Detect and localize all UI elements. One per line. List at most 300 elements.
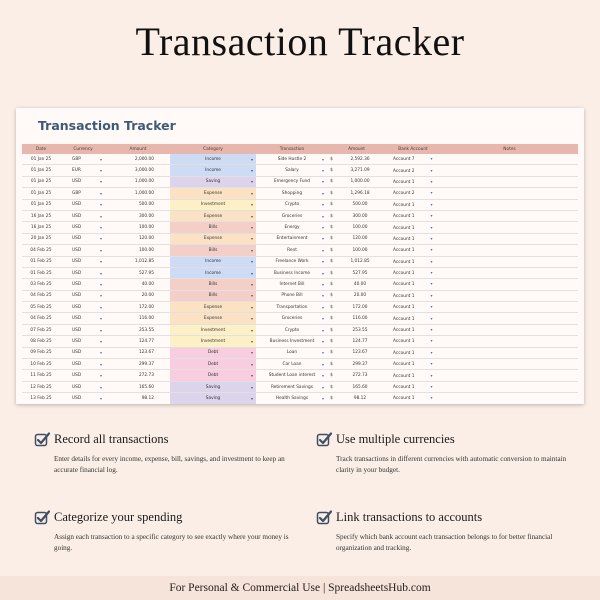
dropdown-arrow-icon[interactable]: ▾ [250, 384, 253, 390]
dropdown-arrow-icon[interactable]: ▾ [99, 247, 102, 253]
currency-select[interactable] [60, 324, 106, 335]
currency-select[interactable] [60, 199, 106, 210]
notes-cell[interactable] [441, 381, 578, 392]
currency-select[interactable] [60, 381, 106, 392]
category-select[interactable] [170, 370, 256, 381]
amount-cell-value: 500.00 [138, 202, 154, 208]
category-select[interactable] [170, 245, 256, 256]
transaction-select[interactable] [256, 256, 328, 267]
dropdown-arrow-icon[interactable]: ▾ [250, 247, 253, 253]
notes-cell[interactable] [441, 199, 578, 210]
currency-select[interactable] [60, 336, 106, 347]
dropdown-arrow-icon[interactable]: ▾ [430, 201, 433, 207]
currency-symbol-value: $ [330, 338, 333, 344]
dropdown-arrow-icon[interactable]: ▾ [250, 190, 253, 196]
transaction-select[interactable] [256, 370, 328, 381]
date-cell[interactable] [22, 256, 60, 267]
transaction-select[interactable] [256, 245, 328, 256]
notes-cell[interactable] [441, 347, 578, 358]
amount-cell[interactable] [106, 176, 170, 187]
dropdown-arrow-icon[interactable]: ▾ [321, 247, 324, 253]
date-cell[interactable] [22, 324, 60, 335]
amount-cell[interactable] [106, 165, 170, 176]
dropdown-arrow-icon[interactable]: ▾ [321, 225, 324, 231]
account-select[interactable] [385, 302, 441, 313]
transaction-select-value: Internet Bill [279, 281, 305, 287]
notes-cell[interactable] [441, 302, 578, 313]
dropdown-arrow-icon[interactable]: ▾ [99, 293, 102, 299]
dropdown-arrow-icon[interactable]: ▾ [321, 350, 324, 356]
dropdown-arrow-icon[interactable]: ▾ [321, 213, 324, 219]
currency-select[interactable] [60, 233, 106, 244]
dropdown-arrow-icon[interactable]: ▾ [430, 156, 433, 162]
currency-select[interactable] [60, 176, 106, 187]
dropdown-arrow-icon[interactable]: ▾ [430, 224, 433, 230]
category-select[interactable] [170, 188, 256, 199]
transaction-select[interactable] [256, 176, 328, 187]
dropdown-arrow-icon[interactable]: ▾ [99, 190, 102, 196]
currency-symbol [328, 210, 335, 221]
dropdown-arrow-icon[interactable]: ▾ [250, 361, 253, 367]
account-select[interactable] [385, 165, 441, 176]
transaction-select[interactable] [256, 359, 328, 370]
category-select[interactable] [170, 267, 256, 278]
date-cell[interactable] [22, 188, 60, 199]
dropdown-arrow-icon[interactable]: ▾ [321, 156, 324, 162]
dropdown-arrow-icon[interactable]: ▾ [99, 270, 102, 276]
dropdown-arrow-icon[interactable]: ▾ [321, 270, 324, 276]
amount-cell[interactable] [106, 359, 170, 370]
transaction-select[interactable] [256, 199, 328, 210]
account-select[interactable] [385, 267, 441, 278]
date-cell[interactable] [22, 347, 60, 358]
notes-cell[interactable] [441, 313, 578, 324]
dropdown-arrow-icon[interactable]: ▾ [321, 236, 324, 242]
dropdown-arrow-icon[interactable]: ▾ [430, 361, 433, 367]
dropdown-arrow-icon[interactable]: ▾ [250, 202, 253, 208]
category-select[interactable] [170, 302, 256, 313]
dropdown-arrow-icon[interactable]: ▾ [321, 384, 324, 390]
account-select[interactable] [385, 222, 441, 233]
notes-cell[interactable] [441, 290, 578, 301]
usd-amount-cell-value: 2,592.36 [350, 156, 370, 162]
amount-cell[interactable] [106, 370, 170, 381]
date-cell[interactable] [22, 233, 60, 244]
table-row [22, 176, 578, 187]
currency-select-value: USD [72, 304, 82, 310]
date-cell[interactable] [22, 267, 60, 278]
category-select[interactable] [170, 176, 256, 187]
dropdown-arrow-icon[interactable]: ▾ [430, 247, 433, 253]
date-cell[interactable] [22, 290, 60, 301]
notes-cell[interactable] [441, 336, 578, 347]
notes-cell[interactable] [441, 210, 578, 221]
amount-cell[interactable] [106, 279, 170, 290]
transaction-select[interactable] [256, 313, 328, 324]
table-row [22, 347, 578, 358]
amount-cell[interactable] [106, 233, 170, 244]
notes-cell[interactable] [441, 233, 578, 244]
currency-symbol-value: $ [330, 316, 333, 322]
currency-select[interactable] [60, 188, 106, 199]
category-select[interactable] [170, 347, 256, 358]
amount-cell[interactable] [106, 336, 170, 347]
dropdown-arrow-icon[interactable]: ▾ [430, 327, 433, 333]
date-cell-value: 01 Feb 25 [30, 270, 52, 276]
date-cell[interactable] [22, 210, 60, 221]
usd-amount-cell [335, 324, 385, 335]
table-row [22, 154, 578, 165]
dropdown-arrow-icon[interactable]: ▾ [99, 202, 102, 208]
table-row [22, 245, 578, 256]
category-select[interactable] [170, 290, 256, 301]
dropdown-arrow-icon[interactable]: ▾ [99, 338, 102, 344]
date-cell[interactable] [22, 313, 60, 324]
category-select[interactable] [170, 165, 256, 176]
dropdown-arrow-icon[interactable]: ▾ [250, 327, 253, 333]
dropdown-arrow-icon[interactable]: ▾ [321, 179, 324, 185]
category-select[interactable] [170, 393, 256, 404]
dropdown-arrow-icon[interactable]: ▾ [321, 281, 324, 287]
transaction-select[interactable] [256, 279, 328, 290]
dropdown-arrow-icon[interactable]: ▾ [250, 236, 253, 242]
amount-cell[interactable] [106, 154, 170, 165]
account-select[interactable] [385, 336, 441, 347]
category-select[interactable] [170, 324, 256, 335]
dropdown-arrow-icon[interactable]: ▾ [321, 304, 324, 310]
feature-description: Assign each transaction to a specific category to see exactly where your money is going. [54, 533, 289, 552]
currency-select[interactable] [60, 370, 106, 381]
usd-amount-cell [335, 176, 385, 187]
notes-cell[interactable] [441, 279, 578, 290]
category-select-value: Debt [207, 361, 219, 367]
dropdown-arrow-icon[interactable]: ▾ [250, 304, 253, 310]
account-select[interactable] [385, 245, 441, 256]
category-select-value: Investment [200, 338, 226, 344]
dropdown-arrow-icon[interactable]: ▾ [430, 190, 433, 196]
transaction-select[interactable] [256, 290, 328, 301]
transaction-select-value: Crypto [284, 327, 300, 333]
dropdown-arrow-icon[interactable]: ▾ [99, 304, 102, 310]
amount-cell-value: 40.00 [141, 281, 154, 287]
dropdown-arrow-icon[interactable]: ▾ [321, 259, 324, 265]
dropdown-arrow-icon[interactable]: ▾ [430, 178, 433, 184]
currency-symbol-value: $ [330, 373, 333, 379]
currency-select[interactable] [60, 279, 106, 290]
account-select[interactable] [385, 154, 441, 165]
dropdown-arrow-icon[interactable]: ▾ [99, 350, 102, 356]
date-cell[interactable] [22, 302, 60, 313]
transaction-select[interactable] [256, 210, 328, 221]
date-cell[interactable] [22, 154, 60, 165]
notes-cell[interactable] [441, 393, 578, 404]
currency-symbol-value: $ [330, 236, 333, 242]
dropdown-arrow-icon[interactable]: ▾ [321, 395, 324, 401]
amount-cell[interactable] [106, 324, 170, 335]
dropdown-arrow-icon[interactable]: ▾ [430, 349, 433, 355]
notes-cell[interactable] [441, 165, 578, 176]
dropdown-arrow-icon[interactable]: ▾ [321, 327, 324, 333]
amount-cell[interactable] [106, 267, 170, 278]
dropdown-arrow-icon[interactable]: ▾ [99, 168, 102, 174]
date-cell[interactable] [22, 222, 60, 233]
account-select[interactable] [385, 393, 441, 404]
dropdown-arrow-icon[interactable]: ▾ [321, 293, 324, 299]
notes-cell[interactable] [441, 245, 578, 256]
notes-cell[interactable] [441, 256, 578, 267]
currency-select[interactable] [60, 290, 106, 301]
transaction-select[interactable] [256, 165, 328, 176]
currency-select-value: USD [72, 384, 82, 390]
date-cell[interactable] [22, 393, 60, 404]
notes-cell[interactable] [441, 222, 578, 233]
category-select[interactable] [170, 279, 256, 290]
account-select[interactable] [385, 370, 441, 381]
amount-cell[interactable] [106, 256, 170, 267]
dropdown-arrow-icon[interactable]: ▾ [99, 236, 102, 242]
dropdown-arrow-icon[interactable]: ▾ [430, 213, 433, 219]
date-cell[interactable] [22, 279, 60, 290]
currency-select[interactable] [60, 154, 106, 165]
account-select-value: Account 1 [393, 339, 415, 345]
notes-cell[interactable] [441, 176, 578, 187]
usd-amount-cell-value: 527.95 [352, 270, 368, 276]
amount-cell[interactable] [106, 199, 170, 210]
dropdown-arrow-icon[interactable]: ▾ [99, 259, 102, 265]
dropdown-arrow-icon[interactable]: ▾ [99, 373, 102, 379]
usd-amount-cell-value: 300.00 [352, 213, 368, 219]
header-category: Category [170, 144, 256, 154]
notes-cell[interactable] [441, 370, 578, 381]
notes-cell[interactable] [441, 324, 578, 335]
date-cell[interactable] [22, 176, 60, 187]
dropdown-arrow-icon[interactable]: ▾ [99, 395, 102, 401]
notes-cell[interactable] [441, 154, 578, 165]
account-select[interactable] [385, 279, 441, 290]
dropdown-arrow-icon[interactable]: ▾ [250, 270, 253, 276]
dropdown-arrow-icon[interactable]: ▾ [99, 384, 102, 390]
date-cell[interactable] [22, 336, 60, 347]
notes-cell[interactable] [441, 188, 578, 199]
category-select[interactable] [170, 256, 256, 267]
dropdown-arrow-icon[interactable]: ▾ [99, 281, 102, 287]
dropdown-arrow-icon[interactable]: ▾ [250, 168, 253, 174]
currency-select-value: USD [72, 202, 82, 208]
date-cell[interactable] [22, 165, 60, 176]
account-select[interactable] [385, 176, 441, 187]
account-select[interactable] [385, 290, 441, 301]
dropdown-arrow-icon[interactable]: ▾ [250, 338, 253, 344]
dropdown-arrow-icon[interactable]: ▾ [430, 258, 433, 264]
dropdown-arrow-icon[interactable]: ▾ [99, 179, 102, 185]
dropdown-arrow-icon[interactable]: ▾ [430, 304, 433, 310]
account-select-value: Account 1 [393, 350, 415, 356]
amount-cell[interactable] [106, 290, 170, 301]
dropdown-arrow-icon[interactable]: ▾ [99, 156, 102, 162]
date-cell-value: 10 Feb 25 [30, 361, 52, 367]
amount-cell[interactable] [106, 347, 170, 358]
dropdown-arrow-icon[interactable]: ▾ [250, 293, 253, 299]
usd-amount-cell-value: 165.60 [352, 384, 368, 390]
account-select-value: Account 2 [393, 191, 415, 197]
dropdown-arrow-icon[interactable]: ▾ [99, 327, 102, 333]
category-select[interactable] [170, 336, 256, 347]
transaction-select[interactable] [256, 336, 328, 347]
currency-select[interactable] [60, 302, 106, 313]
category-select[interactable] [170, 154, 256, 165]
usd-amount-cell-value: 116.00 [352, 316, 368, 322]
currency-symbol-value: $ [330, 156, 333, 162]
transaction-select[interactable] [256, 393, 328, 404]
dropdown-arrow-icon[interactable]: ▾ [250, 395, 253, 401]
transaction-select[interactable] [256, 324, 328, 335]
dropdown-arrow-icon[interactable]: ▾ [430, 292, 433, 298]
amount-cell[interactable] [106, 302, 170, 313]
dropdown-arrow-icon[interactable]: ▾ [430, 395, 433, 401]
category-select-value: Expense [203, 304, 223, 310]
dropdown-arrow-icon[interactable]: ▾ [430, 167, 433, 173]
dropdown-arrow-icon[interactable]: ▾ [321, 316, 324, 322]
dropdown-arrow-icon[interactable]: ▾ [321, 338, 324, 344]
currency-symbol [328, 165, 335, 176]
account-select[interactable] [385, 210, 441, 221]
header-bank-account: Bank Account [385, 144, 441, 154]
dropdown-arrow-icon[interactable]: ▾ [430, 384, 433, 389]
currency-select[interactable] [60, 359, 106, 370]
transaction-select[interactable] [256, 188, 328, 199]
account-select-value: Account 1 [393, 271, 415, 277]
currency-symbol-value: $ [330, 395, 333, 401]
transaction-select-value: Loan [286, 350, 298, 356]
amount-cell[interactable] [106, 381, 170, 392]
category-select[interactable] [170, 210, 256, 221]
dropdown-arrow-icon[interactable]: ▾ [250, 225, 253, 231]
check-icon [316, 432, 332, 448]
dropdown-arrow-icon[interactable]: ▾ [321, 373, 324, 379]
dropdown-arrow-icon[interactable]: ▾ [99, 225, 102, 231]
dropdown-arrow-icon[interactable]: ▾ [99, 316, 102, 322]
transaction-select[interactable] [256, 302, 328, 313]
dropdown-arrow-icon[interactable]: ▾ [250, 213, 253, 219]
account-select[interactable] [385, 233, 441, 244]
currency-symbol-value: $ [330, 327, 333, 333]
dropdown-arrow-icon[interactable]: ▾ [99, 213, 102, 219]
transaction-select[interactable] [256, 222, 328, 233]
account-select[interactable] [385, 313, 441, 324]
date-cell-value: 03 Feb 25 [30, 281, 52, 287]
currency-select[interactable] [60, 256, 106, 267]
dropdown-arrow-icon[interactable]: ▾ [250, 156, 253, 162]
table-row [22, 324, 578, 335]
amount-cell[interactable] [106, 222, 170, 233]
account-select-value: Account 1 [393, 248, 415, 254]
table-row [22, 165, 578, 176]
amount-cell-value: 100.00 [138, 225, 154, 231]
dropdown-arrow-icon[interactable]: ▾ [250, 316, 253, 322]
amount-cell[interactable] [106, 313, 170, 324]
account-select[interactable] [385, 256, 441, 267]
category-select[interactable] [170, 199, 256, 210]
category-select-value: Expense [203, 236, 223, 242]
dropdown-arrow-icon[interactable]: ▾ [430, 315, 433, 321]
account-select-value: Account 1 [393, 362, 415, 368]
transaction-select[interactable] [256, 347, 328, 358]
dropdown-arrow-icon[interactable]: ▾ [250, 179, 253, 185]
account-select[interactable] [385, 199, 441, 210]
transaction-select[interactable] [256, 381, 328, 392]
currency-select[interactable] [60, 313, 106, 324]
dropdown-arrow-icon[interactable]: ▾ [250, 259, 253, 265]
account-select[interactable] [385, 347, 441, 358]
account-select[interactable] [385, 188, 441, 199]
amount-cell-value: 172.00 [138, 304, 154, 310]
dropdown-arrow-icon[interactable]: ▾ [250, 350, 253, 356]
transaction-select-value: Health Savings [275, 395, 309, 401]
notes-cell[interactable] [441, 267, 578, 278]
currency-select[interactable] [60, 210, 106, 221]
category-select-value: Bills [208, 281, 218, 287]
currency-select[interactable] [60, 222, 106, 233]
dropdown-arrow-icon[interactable]: ▾ [321, 168, 324, 174]
amount-cell[interactable] [106, 188, 170, 199]
dropdown-arrow-icon[interactable]: ▾ [250, 281, 253, 287]
notes-cell[interactable] [441, 359, 578, 370]
category-select[interactable] [170, 381, 256, 392]
date-cell[interactable] [22, 245, 60, 256]
dropdown-arrow-icon[interactable]: ▾ [250, 373, 253, 379]
category-select[interactable] [170, 359, 256, 370]
currency-select[interactable] [60, 393, 106, 404]
dropdown-arrow-icon[interactable]: ▾ [321, 202, 324, 208]
amount-cell[interactable] [106, 210, 170, 221]
transaction-select[interactable] [256, 267, 328, 278]
date-cell[interactable] [22, 199, 60, 210]
transaction-select-value: Entertainment [276, 236, 308, 242]
dropdown-arrow-icon[interactable]: ▾ [99, 361, 102, 367]
category-select[interactable] [170, 313, 256, 324]
category-select[interactable] [170, 233, 256, 244]
account-select-value: Account 1 [393, 236, 415, 242]
currency-select[interactable] [60, 245, 106, 256]
currency-select[interactable] [60, 267, 106, 278]
category-select[interactable] [170, 222, 256, 233]
dropdown-arrow-icon[interactable]: ▾ [430, 270, 433, 276]
account-select[interactable] [385, 324, 441, 335]
date-cell[interactable] [22, 381, 60, 392]
dropdown-arrow-icon[interactable]: ▾ [430, 372, 433, 378]
date-cell[interactable] [22, 370, 60, 381]
date-cell-value: 01 Jan 25 [30, 202, 52, 208]
currency-select-value: USD [72, 259, 82, 265]
account-select[interactable] [385, 359, 441, 370]
dropdown-arrow-icon[interactable]: ▾ [321, 190, 324, 196]
account-select[interactable] [385, 381, 441, 392]
amount-cell[interactable] [106, 393, 170, 404]
dropdown-arrow-icon[interactable]: ▾ [430, 235, 433, 241]
dropdown-arrow-icon[interactable]: ▾ [430, 338, 433, 344]
transaction-select-value: Student Loan interest [268, 373, 316, 379]
amount-cell[interactable] [106, 245, 170, 256]
date-cell[interactable] [22, 359, 60, 370]
transaction-select[interactable] [256, 233, 328, 244]
dropdown-arrow-icon[interactable]: ▾ [430, 281, 433, 287]
transaction-select[interactable] [256, 154, 328, 165]
currency-select[interactable] [60, 165, 106, 176]
usd-amount-cell-value: 98.12 [353, 395, 367, 401]
dropdown-arrow-icon[interactable]: ▾ [321, 361, 324, 367]
currency-symbol [328, 370, 335, 381]
currency-select[interactable] [60, 347, 106, 358]
